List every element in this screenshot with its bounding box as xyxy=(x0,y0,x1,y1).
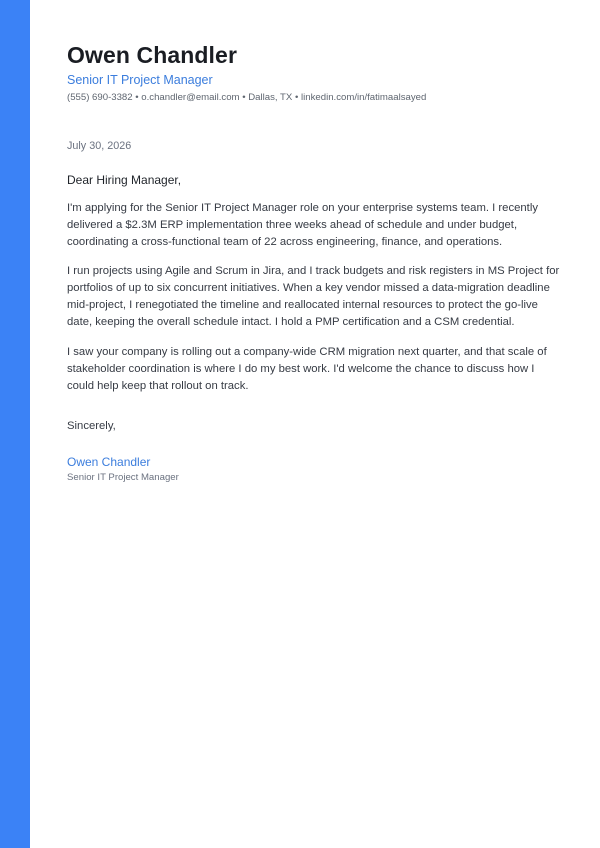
salutation: Dear Hiring Manager, xyxy=(67,173,182,187)
body-paragraph: I'm applying for the Senior IT Project Manager role on your enterprise systems team. I recently delivered a $2.3M ERP implementation three weeks ahead of schedule and under budget, coordinating a cross-functional team of 22 across engineering, finance, and operations. xyxy=(67,202,538,248)
applicant-title: Senior IT Project Manager xyxy=(67,73,213,87)
signature-name: Owen Chandler xyxy=(67,455,151,469)
closing: Sincerely, xyxy=(67,420,116,432)
body-paragraph: I run projects using Agile and Scrum in Jira, and I track budgets and risk registers in MS Project for portfolios of up to six concurrent initiatives. When a key vendor missed a data-migration deadline mid-project, I renegotiated the timeline and reallocated internal resources to protect the go-live date, keeping the overall schedule intact. I hold a PMP certification and a CSM credential. xyxy=(67,265,560,328)
accent-sidebar-bar xyxy=(0,0,30,848)
letter-date: July 30, 2026 xyxy=(67,140,132,152)
contact-line: (555) 690-3382 • o.chandler@email.com • Dallas, TX • linkedin.com/in/fatimaalsayed xyxy=(67,92,427,103)
applicant-name: Owen Chandler xyxy=(67,42,237,68)
signature-title: Senior IT Project Manager xyxy=(67,472,179,483)
body-paragraph: I saw your company is rolling out a company-wide CRM migration next quarter, and that scale of stakeholder coordination is where I do my best work. I'd welcome the chance to discuss how I could help keep that rollout on track. xyxy=(67,346,547,392)
